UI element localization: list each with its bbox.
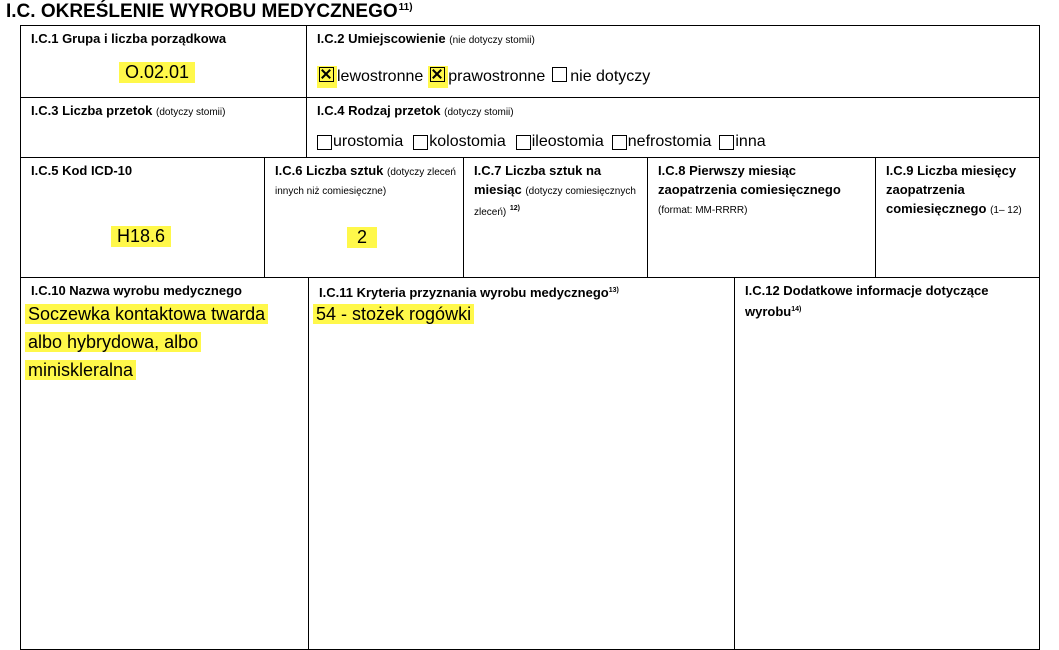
field-c10-value[interactable] (25, 300, 268, 384)
checkbox-checked-icon[interactable] (430, 67, 445, 82)
c2-options (317, 66, 650, 88)
option-lewostronne[interactable]: lewostronne (317, 66, 423, 88)
option-kolostomia[interactable]: kolostomia (413, 133, 505, 151)
checkbox-icon[interactable] (552, 67, 567, 82)
field-c5 (20, 157, 265, 278)
field-c5-value[interactable]: H18.6 (111, 226, 171, 247)
field-c6-value[interactable]: 2 (347, 227, 377, 248)
field-c7 (463, 157, 648, 278)
field-c3 (20, 97, 307, 158)
field-c10 (20, 277, 309, 650)
c4-options (317, 133, 766, 151)
field-c5-label: I.C.5 Kod ICD-10 (31, 163, 133, 178)
field-c2-label: I.C.2 Umiejscowienie (nie dotyczy stomii) (317, 31, 535, 46)
field-c11 (308, 277, 735, 650)
field-c11-value[interactable]: 54 - stożek rogówki (313, 300, 474, 328)
option-nie-dotyczy[interactable]: nie dotyczy (550, 66, 650, 88)
field-c10-label: I.C.10 Nazwa wyrobu medycznego (31, 283, 242, 298)
field-c4-label: I.C.4 Rodzaj przetok (dotyczy stomii) (317, 103, 514, 118)
field-c11-label: I.C.11 Kryteria przyznania wyrobu medycznego$^{13)}$ (319, 285, 619, 300)
field-c1 (20, 25, 307, 98)
field-c1-label: I.C.1 Grupa i liczba porządkowa (31, 31, 227, 46)
section-title: I.C. OKREŚLENIE WYROBU MEDYCZNEGO$^{11)}$ (6, 1, 413, 22)
checkbox-checked-icon[interactable] (319, 67, 334, 82)
c10-line-1: Soczewka kontaktowa twarda (25, 304, 268, 324)
checkbox-icon[interactable] (719, 135, 734, 150)
field-c1-value[interactable]: O.02.01 (119, 62, 195, 83)
checkbox-icon[interactable] (516, 135, 531, 150)
field-c2 (306, 25, 1040, 98)
field-c4 (306, 97, 1040, 158)
field-c9-label: I.C.9 Liczba miesięcy zaopatrzenia comiesięcznego (1– 12) (886, 163, 1022, 216)
option-nefrostomia[interactable]: nefrostomia (612, 133, 712, 151)
field-c6-label: I.C.6 Liczba sztuk (dotyczy zleceń innych niż comiesięczne) (275, 163, 456, 197)
c10-line-2: albo hybrydowa, albo (25, 332, 201, 352)
field-c12 (734, 277, 1040, 650)
field-c8-label: I.C.8 Pierwszy miesiąc zaopatrzenia comiesięcznego (format: MM-RRRR) (658, 163, 841, 216)
option-inna[interactable]: inna (719, 133, 765, 151)
checkbox-icon[interactable] (413, 135, 428, 150)
field-c8 (647, 157, 876, 278)
field-c9 (875, 157, 1040, 278)
option-urostomia[interactable]: urostomia (317, 133, 403, 151)
field-c7-label: I.C.7 Liczba sztuk na miesiąc (dotyczy comiesięcznych zleceń) $^{12)}$ (474, 163, 636, 218)
checkbox-icon[interactable] (317, 135, 332, 150)
option-prawostronne[interactable]: prawostronne (428, 66, 545, 88)
option-ileostomia[interactable]: ileostomia (516, 133, 604, 151)
field-c3-label: I.C.3 Liczba przetok (dotyczy stomii) (31, 103, 226, 118)
field-c12-label: I.C.12 Dodatkowe informacje dotyczące wyrobu$^{14)}$ (745, 283, 989, 319)
field-c6 (264, 157, 464, 278)
checkbox-icon[interactable] (612, 135, 627, 150)
c10-line-3: miniskleralna (25, 360, 136, 380)
